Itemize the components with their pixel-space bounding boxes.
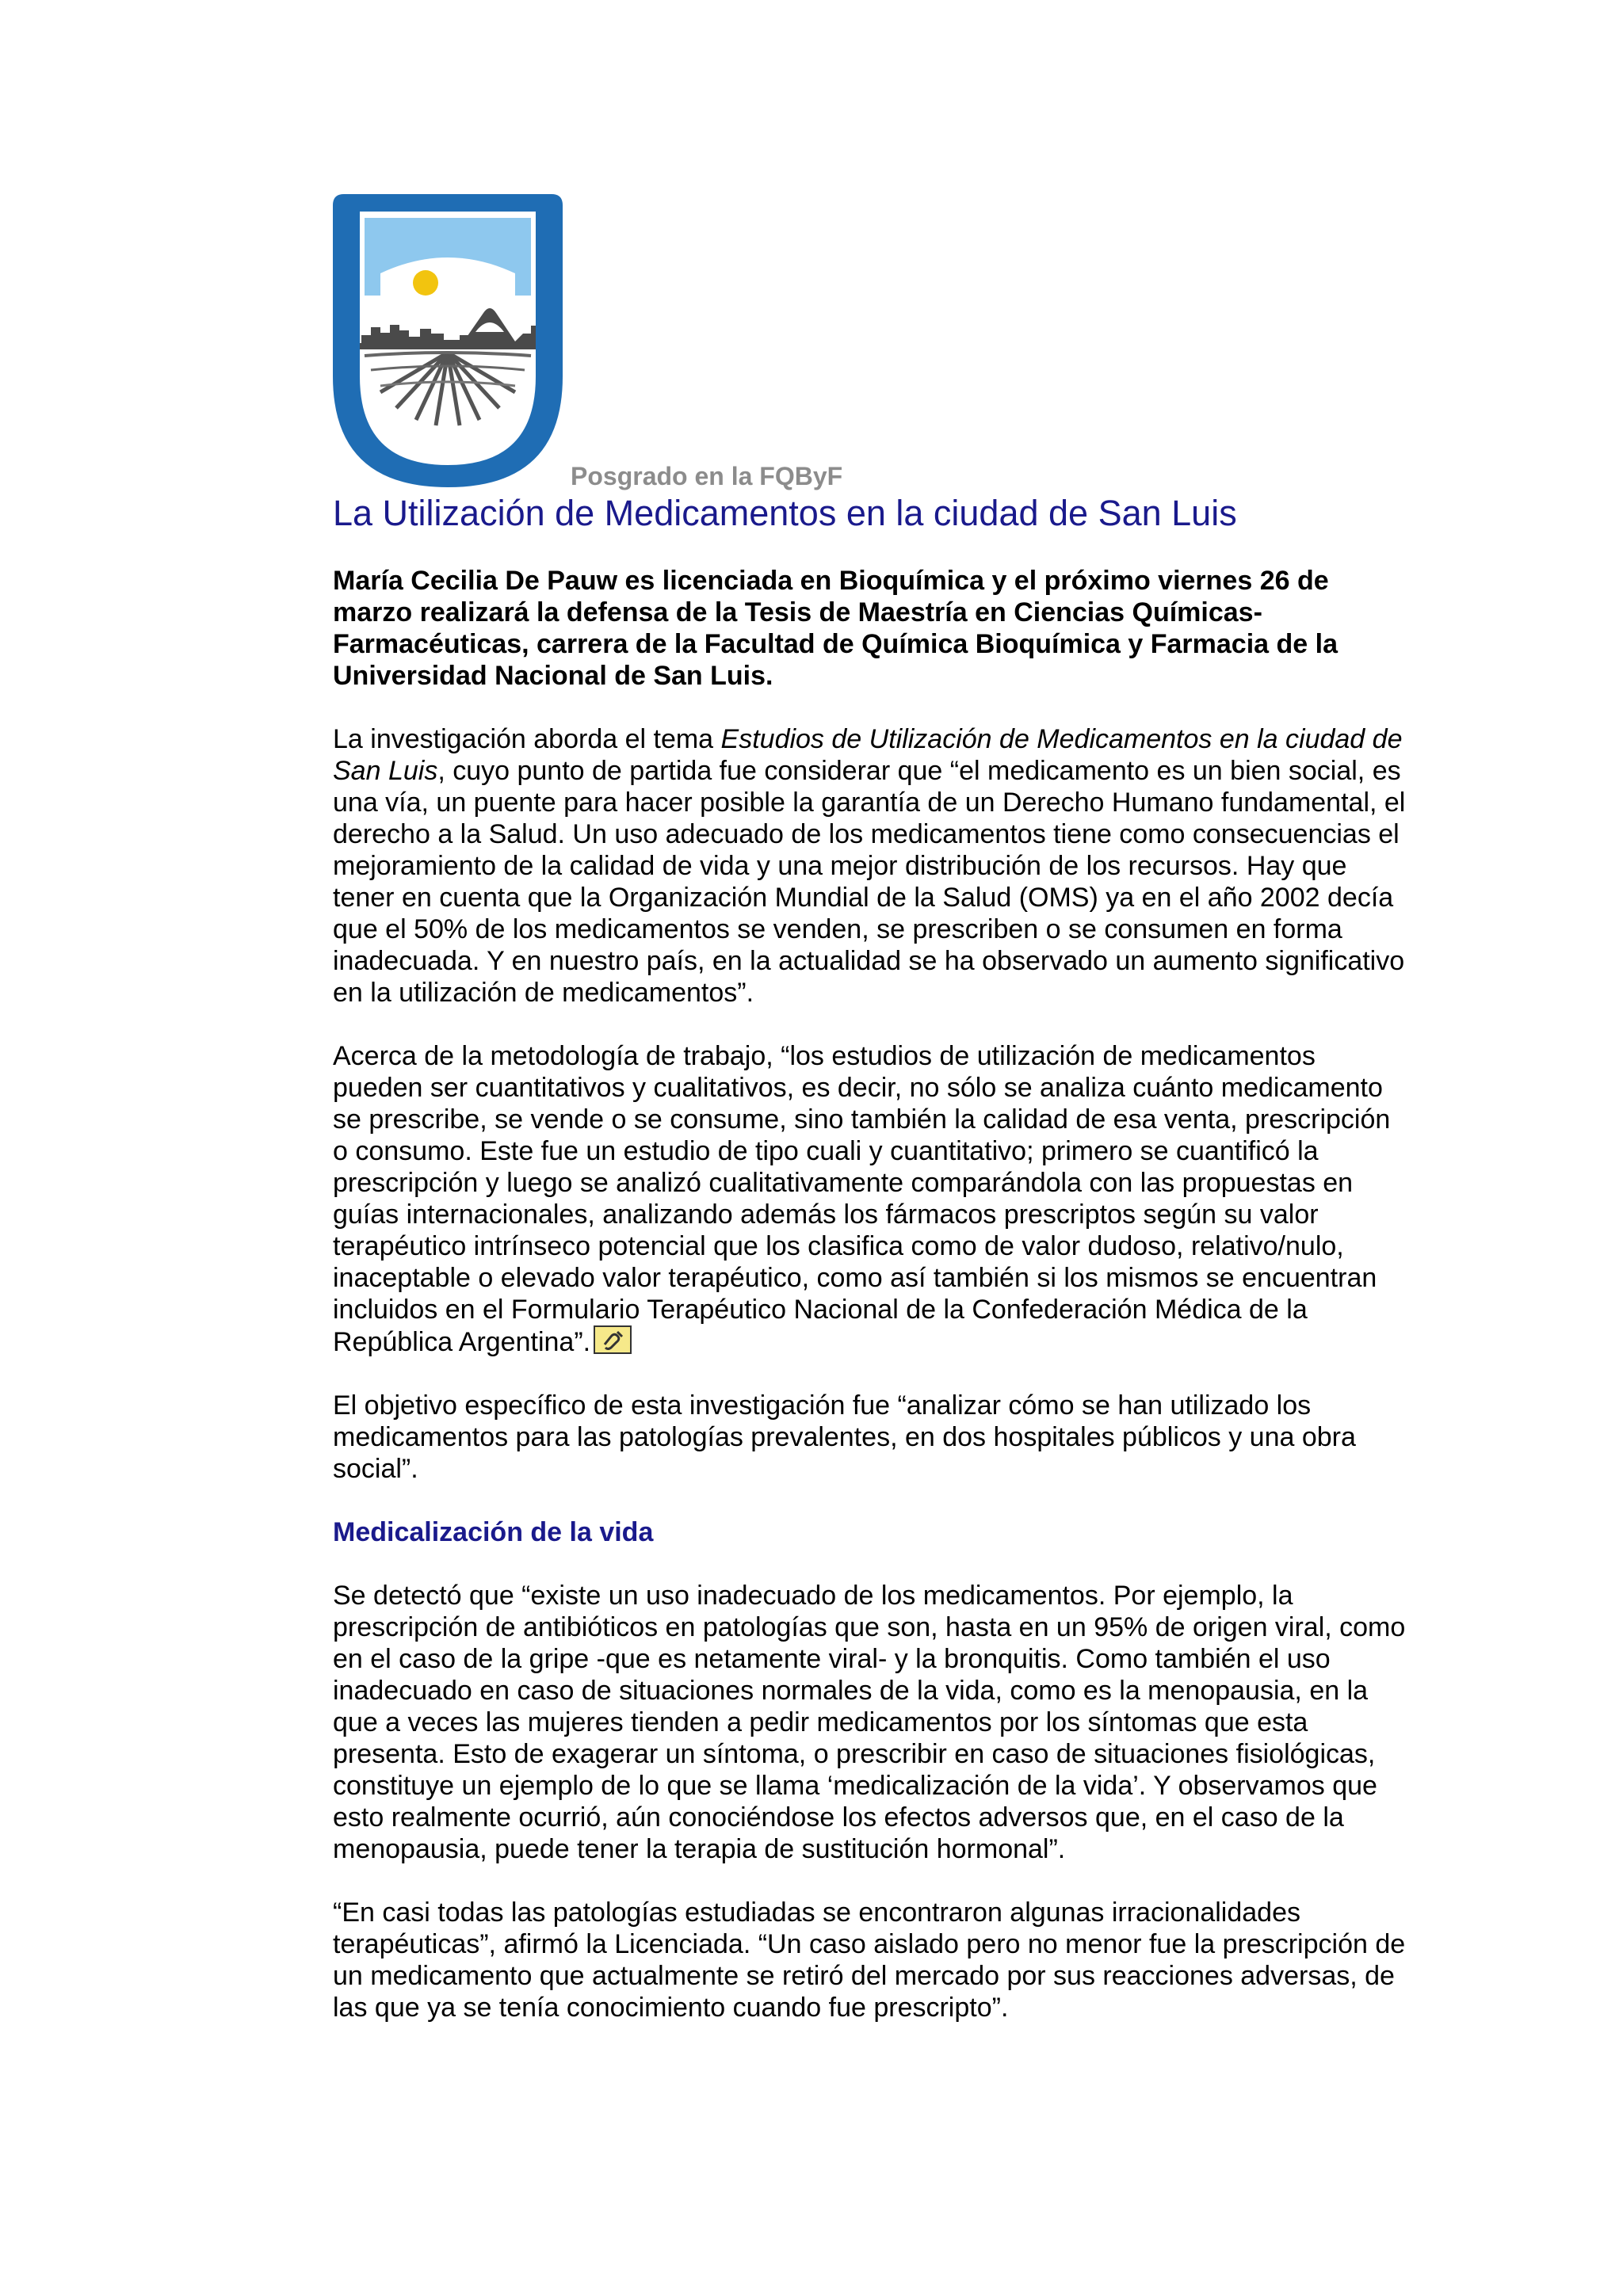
paragraph-2-body: Acerca de la metodología de trabajo, “los estudios de utilización de medicamentos pueden ser cuantitativos y cualitativos, es decir, no sólo se analiza cuánto medicamento se prescribe, se vende o se consume, sino también la calidad de esa venta, prescripción o consumo. Este fue un estudio de tipo cuali y cuantitativo; primero se cuantificó la prescripción y luego se analizó cualitativamente comparándola con las propuestas en guías internacionales, analizando además los fármacos prescriptos según su valor terapéutico intrínseco potencial que los clasifica como de valor dudoso, relativo/nulo, inaceptable o elevado valor terapéutico, como así también si los mismos se encuentran incluidos en el Formulario Terapéutico Nacional de la Confederación Médica de la República Argentina”. xyxy=(333,1041,1391,1357)
section-kicker: Posgrado en la FQByF xyxy=(571,462,843,490)
page-title: La Utilización de Medicamentos en la ciudad de San Luis xyxy=(333,493,1237,533)
paragraph-1 xyxy=(333,723,1411,1009)
study-title: Estudios de Utilización de Medicamentos en la ciudad de San Luis xyxy=(333,724,1403,786)
university-shield-logo-icon xyxy=(333,194,563,487)
paragraph-1-intro: La investigación aborda el tema xyxy=(333,724,721,754)
paragraph-5: “En casi todas las patologías estudiadas se encontraron algunas irracionalidades terapéuticas”, afirmó la Licenciada. “Un caso aislado pero no menor fue la prescripción de un medicamento que actualmente se retiró del mercado por sus reacciones adversas, de las que ya se tenía conocimiento cuando fue prescripto”. xyxy=(333,1897,1406,2023)
article-page xyxy=(333,194,1411,2023)
lead-paragraph: María Cecilia De Pauw es licenciada en Bioquímica y el próximo viernes 26 de marzo realizará la defensa de la Tesis de Maestría en Ciencias Químicas-Farmacéuticas, carrera de la Facultad de Química Bioquímica y Farmacia de la Universidad Nacional de San Luis. xyxy=(333,566,1338,691)
hyperlink-reference-icon[interactable] xyxy=(594,1325,632,1354)
section-subheading: Medicalización de la vida xyxy=(333,1517,654,1547)
paragraph-1-body: , cuyo punto de partida fue considerar que “el medicamento es un bien social, es una vía, un puente para hacer posible la garantía de un Derecho Humano fundamental, el derecho a la Salud. Un uso adecuado de los medicamentos tiene como consecuencias el mejoramiento de la calidad de vida y una mejor distribución de los recursos. Hay que tener en cuenta que la Organización Mundial de la Salud (OMS) ya en el año 2002 decía que el 50% de los medicamentos se venden, se prescriben o se consumen en forma inadecuada. Y en nuestro país, en la actualidad se ha observado un aumento significativo en la utilización de medicamentos”. xyxy=(333,756,1406,1008)
paragraph-3: El objetivo específico de esta investigación fue “analizar cómo se han utilizado los medicamentos para las patologías prevalentes, en dos hospitales públicos y una obra social”. xyxy=(333,1390,1356,1484)
paragraph-2 xyxy=(333,1040,1411,1358)
paragraph-4: Se detectó que “existe un uso inadecuado de los medicamentos. Por ejemplo, la prescripción de antibióticos en patologías que son, hasta en un 95% de origen viral, como en el caso de la gripe -que es netamente viral- y la bronquitis. Como también el uso inadecuado en caso de situaciones normales de la vida, como es la menopausia, en la que a veces las mujeres tienden a pedir medicamentos por los síntomas que esta presenta. Esto de exagerar un síntoma, o prescribir en caso de situaciones fisiológicas, constituye un ejemplo de lo que se llama ‘medicalización de la vida’. Y observamos que esto realmente ocurrió, aún conociéndose los efectos adversos que, en el caso de la menopausia, puede tener la terapia de sustitución hormonal”. xyxy=(333,1581,1406,1864)
